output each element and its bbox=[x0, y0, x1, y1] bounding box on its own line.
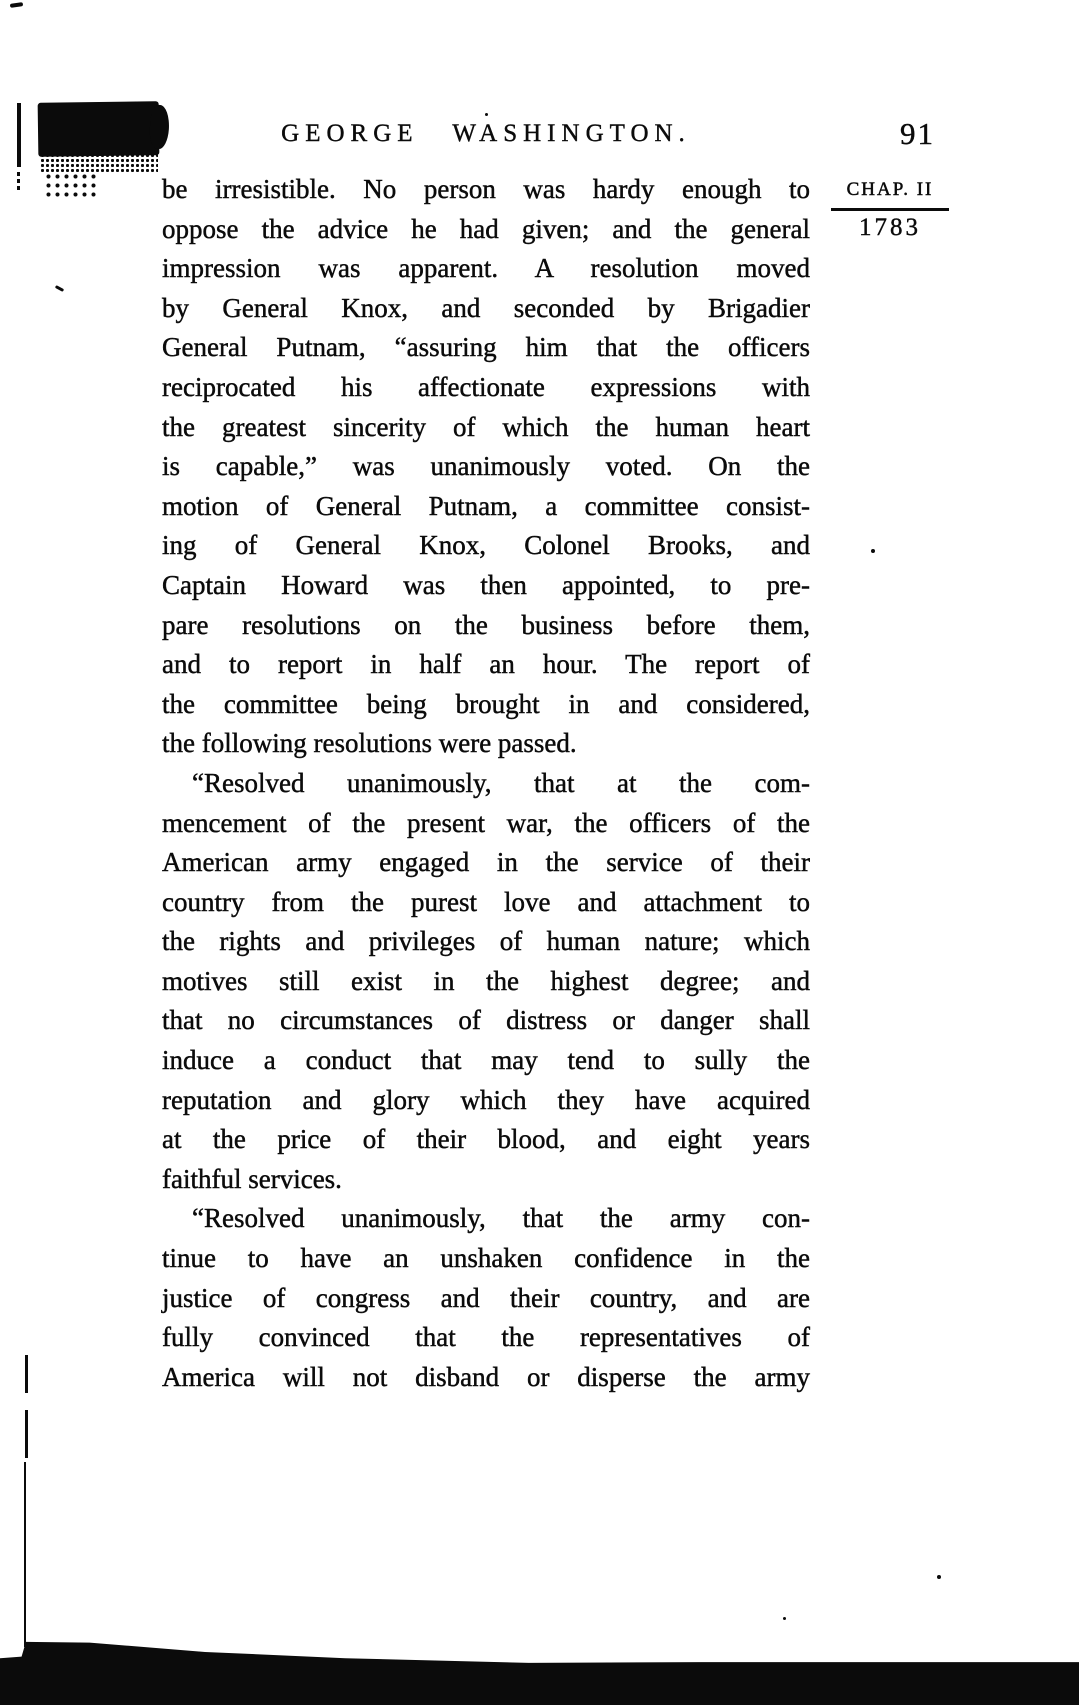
body-line: is capable,” was unanimously voted. On the bbox=[162, 451, 810, 482]
body-line: America will not disband or disperse the army bbox=[162, 1361, 810, 1392]
scan-speck-artifact bbox=[937, 1575, 941, 1579]
scan-speck-artifact bbox=[10, 2, 23, 8]
binding-edge-line bbox=[25, 1355, 28, 1393]
body-line: General Putnam, “assuring him that the officers bbox=[162, 332, 810, 363]
body-line: by General Knox, and seconded by Brigadier bbox=[162, 292, 810, 323]
body-text-column bbox=[162, 170, 810, 1397]
year-label: 1783 bbox=[859, 214, 921, 241]
body-line: “Resolved unanimously, that at the com- bbox=[192, 767, 810, 798]
margin-rule bbox=[831, 208, 949, 211]
body-line: induce a conduct that may tend to sully the bbox=[162, 1045, 810, 1076]
ink-speckle-artifact bbox=[40, 153, 158, 173]
scan-speck-artifact bbox=[55, 285, 64, 292]
binding-edge-line bbox=[24, 1462, 26, 1647]
body-line: tinue to have an unshaken confidence in the bbox=[162, 1243, 810, 1274]
body-line: American army engaged in the service of their bbox=[162, 847, 810, 878]
body-line: reciprocated his affectionate expressions with bbox=[162, 371, 810, 402]
chapter-label: CHAP. II bbox=[846, 179, 934, 200]
body-line: fully convinced that the representatives of bbox=[162, 1322, 810, 1353]
body-line: the greatest sincerity of which the human heart bbox=[162, 411, 810, 442]
body-line: justice of congress and their country, and are bbox=[162, 1282, 810, 1313]
body-line: mencement of the present war, the officers of the bbox=[162, 807, 810, 838]
body-line: reputation and glory which they have acquired bbox=[162, 1084, 810, 1115]
page-header-title: GEORGE WASHINGTON. bbox=[281, 120, 691, 147]
scan-edge-black-band bbox=[0, 1627, 1079, 1705]
binding-edge-line bbox=[17, 103, 21, 167]
body-line: pare resolutions on the business before them, bbox=[162, 609, 810, 640]
body-line: the committee being brought in and considered, bbox=[162, 688, 810, 719]
scan-speck-artifact bbox=[783, 1617, 786, 1620]
body-line: “Resolved unanimously, that the army con- bbox=[192, 1203, 810, 1234]
binding-edge-line bbox=[17, 172, 20, 192]
body-line: oppose the advice he had given; and the general bbox=[162, 213, 810, 244]
scan-speck-artifact bbox=[871, 549, 875, 553]
page-number: 91 bbox=[900, 116, 935, 151]
body-line: and to report in half an hour. The report of bbox=[162, 649, 810, 680]
body-line: that no circumstances of distress or danger shall bbox=[162, 1005, 810, 1036]
margin-notes bbox=[831, 179, 949, 242]
ink-speckle-artifact bbox=[44, 172, 100, 198]
body-line: the following resolutions were passed. bbox=[162, 728, 577, 759]
body-line: the rights and privileges of human nature; which bbox=[162, 926, 810, 957]
body-line: at the price of their blood, and eight years bbox=[162, 1124, 810, 1155]
body-line: impression was apparent. A resolution moved bbox=[162, 253, 810, 284]
ink-blob-artifact bbox=[38, 101, 160, 157]
body-line: be irresistible. No person was hardy enough to bbox=[162, 174, 810, 204]
body-line: motives still exist in the highest degree; and bbox=[162, 965, 810, 996]
binding-edge-line bbox=[25, 1410, 28, 1458]
body-line: faithful services. bbox=[162, 1163, 342, 1194]
body-line: motion of General Putnam, a committee consist- bbox=[162, 490, 810, 521]
body-line: country from the purest love and attachment to bbox=[162, 886, 810, 917]
scan-speck-artifact bbox=[485, 113, 488, 116]
body-line: Captain Howard was then appointed, to pre- bbox=[162, 569, 810, 600]
body-line: ing of General Knox, Colonel Brooks, and bbox=[162, 530, 810, 561]
